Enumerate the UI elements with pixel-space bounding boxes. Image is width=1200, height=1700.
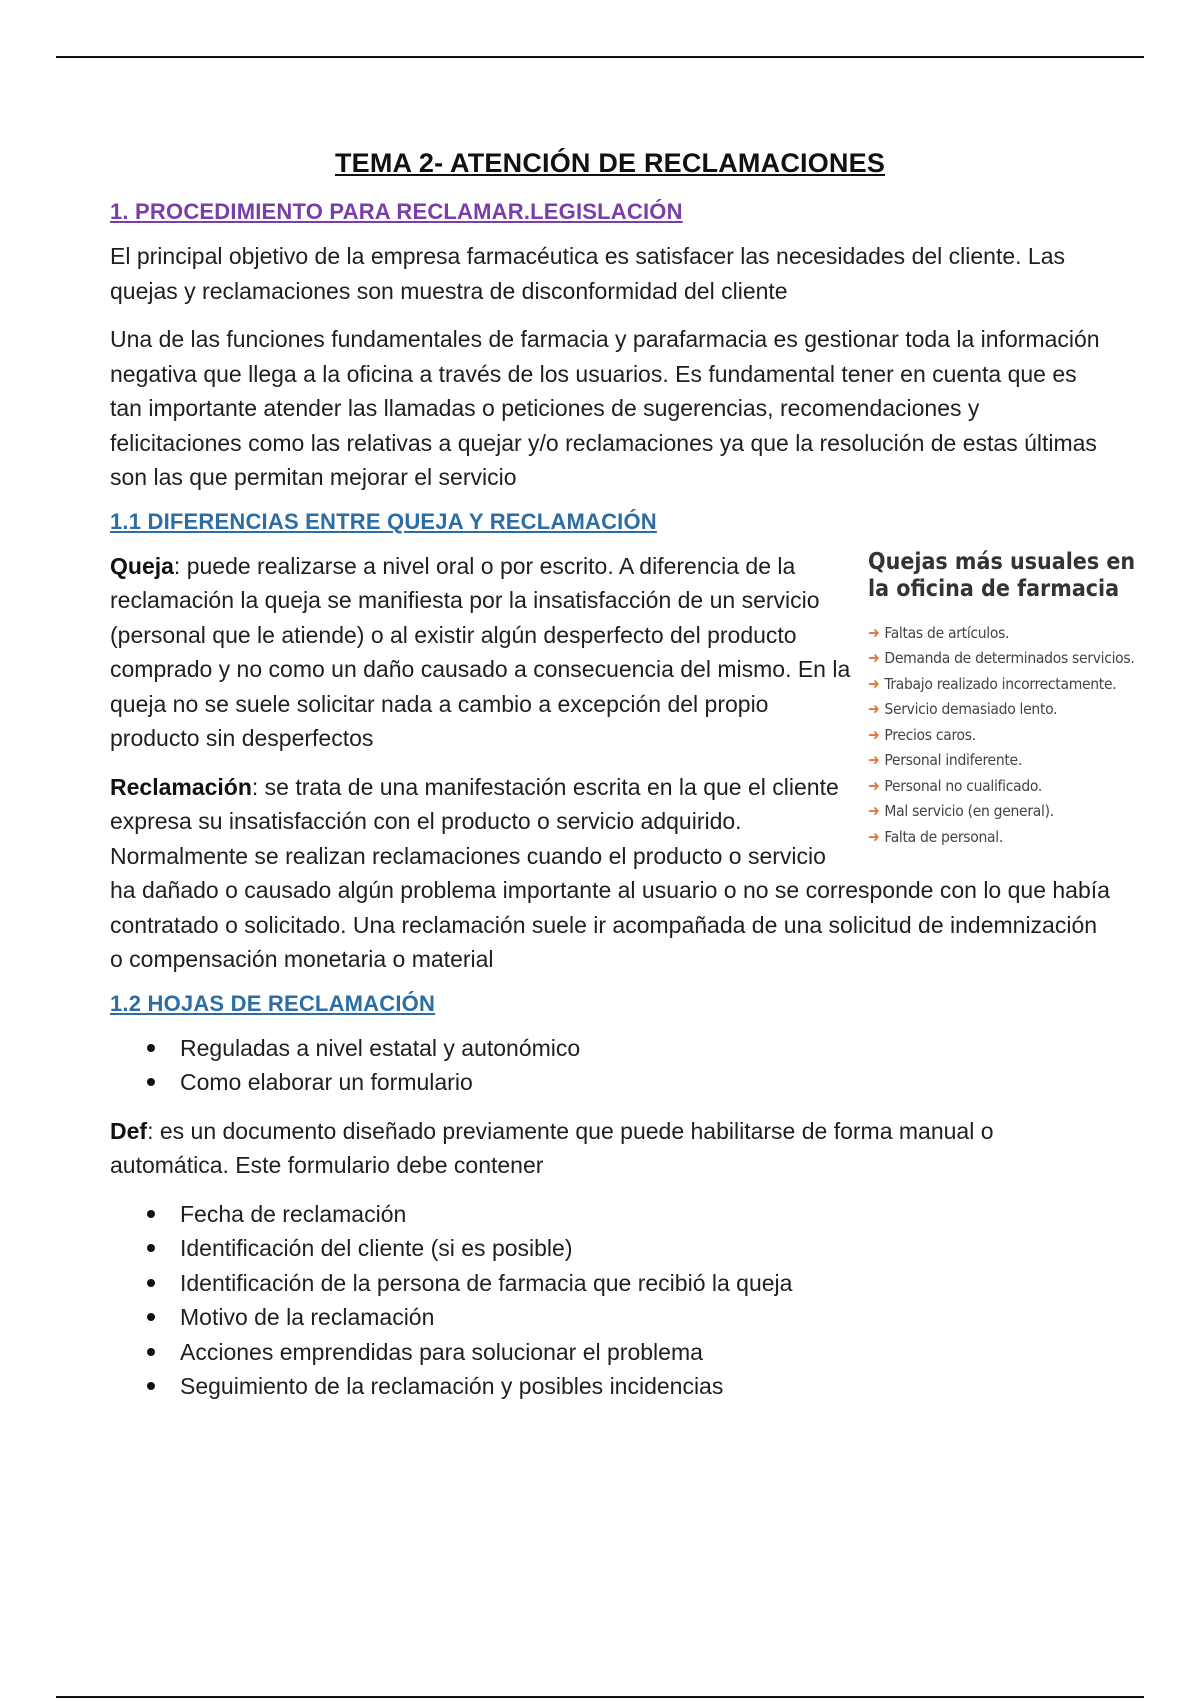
list-item: Seguimiento de la reclamación y posibles incidencias <box>180 1369 1110 1404</box>
document-page <box>110 148 1136 1418</box>
bullet-icon <box>147 1044 155 1052</box>
list-item: Identificación de la persona de farmacia que recibió la queja <box>180 1266 1110 1301</box>
arrow-right-icon: ➜ <box>868 827 880 846</box>
queja-term: Queja <box>110 552 174 579</box>
complaint-item: ➜ Precios caros. <box>868 725 976 744</box>
complaints-list <box>868 621 1138 851</box>
arrow-right-icon: ➜ <box>868 674 880 693</box>
reclamacion-definition: : se trata de una manifestación escrita en la que el cliente expresa su insatisfacción con el producto o servicio adquirido. Normalmente se realizan reclamaciones cuando el producto o servicio ha dañado o causado algún problema importante al usuario o no se corresponde con lo que había contratado o solicitado. Una reclamación suele ir acompañada de una solicitud de indemnización o compensación monetaria o material <box>110 773 1110 972</box>
bullet-icon <box>147 1313 155 1321</box>
section-1-heading: 1. PROCEDIMIENTO PARA RECLAMAR.LEGISLACIÓN <box>110 199 683 224</box>
complaint-item: ➜ Demanda de determinados servicios. <box>868 649 1135 667</box>
form-contents-bullet-list <box>110 1197 1110 1404</box>
arrow-right-icon: ➜ <box>868 802 880 820</box>
arrow-right-icon: ➜ <box>868 776 880 795</box>
arrow-right-icon: ➜ <box>868 649 880 667</box>
bullet-icon <box>147 1078 155 1086</box>
bullet-icon <box>147 1382 155 1390</box>
complaint-item: ➜ Servicio demasiado lento. <box>868 700 1058 718</box>
list-item: Reguladas a nivel estatal y autonómico <box>180 1031 1110 1066</box>
def-definition: : es un documento diseñado previamente que puede habilitarse de forma manual o automática. Este formulario debe contener <box>110 1117 994 1178</box>
top-rule <box>56 56 1144 58</box>
complaint-item: ➜ Trabajo realizado incorrectamente. <box>868 674 1117 693</box>
list-item: Fecha de reclamación <box>180 1197 1110 1232</box>
arrow-right-icon: ➜ <box>868 623 880 642</box>
bullet-icon <box>147 1244 155 1252</box>
arrow-right-icon: ➜ <box>868 751 880 769</box>
def-paragraph <box>110 1114 1110 1183</box>
section-1-paragraph-1: El principal objetivo de la empresa farmacéutica es satisfacer las necesidades del cliente. Las quejas y reclamaciones son muestra de disconformidad del cliente <box>110 243 1066 304</box>
arrow-right-icon: ➜ <box>868 700 880 718</box>
regulation-bullet-list <box>110 1031 1110 1100</box>
arrow-right-icon: ➜ <box>868 725 880 744</box>
complaint-item: ➜ Falta de personal. <box>868 827 1003 846</box>
complaint-item: ➜ Personal no cualificado. <box>868 776 1042 795</box>
complaint-item: ➜ Personal indiferente. <box>868 751 1022 769</box>
common-complaints-box <box>868 549 1138 851</box>
bullet-icon <box>147 1210 155 1218</box>
list-item: Motivo de la reclamación <box>180 1300 1110 1335</box>
list-item: Como elaborar un formulario <box>180 1065 1110 1100</box>
bullet-icon <box>147 1279 155 1287</box>
complaint-item: ➜ Mal servicio (en general). <box>868 802 1054 820</box>
queja-definition: : puede realizarse a nivel oral o por escrito. A diferencia de la reclamación la queja se manifiesta por la insatisfacción de un servicio (personal que le atiende) o al existir algún desperfecto del producto comprado y no como un daño causado a consecuencia del mismo. En la queja no se suele solicitar nada a cambio a excepción del propio producto sin desperfectos <box>110 552 851 751</box>
def-term: Def <box>110 1117 148 1144</box>
section-1-paragraph-2: Una de las funciones fundamentales de farmacia y parafarmacia es gestionar toda la información negativa que llega a la oficina a través de los usuarios. Es fundamental tener en cuenta que es tan importante atender las llamadas o peticiones de sugerencias, recomendaciones y felicitaciones como las relativas a quejar y/o reclamaciones ya que la resolución de estas últimas son las que permitan mejorar el servicio <box>110 326 1100 490</box>
page-title: TEMA 2- ATENCIÓN DE RECLAMACIONES <box>334 148 886 178</box>
section-1-1-heading: 1.1 DIFERENCIAS ENTRE QUEJA Y RECLAMACIÓN <box>110 508 657 534</box>
bottom-rule <box>56 1696 1144 1698</box>
reclamacion-term: Reclamación <box>110 773 252 800</box>
bullet-icon <box>147 1348 155 1356</box>
list-item: Acciones emprendidas para solucionar el problema <box>180 1335 1110 1370</box>
complaint-item: ➜ Faltas de artículos. <box>868 623 1010 642</box>
section-1-2-heading: 1.2 HOJAS DE RECLAMACIÓN <box>110 990 436 1016</box>
list-item: Identificación del cliente (si es posible) <box>180 1231 1110 1266</box>
complaints-box-title: Quejas más usuales en la oficina de farmacia <box>868 548 1136 602</box>
